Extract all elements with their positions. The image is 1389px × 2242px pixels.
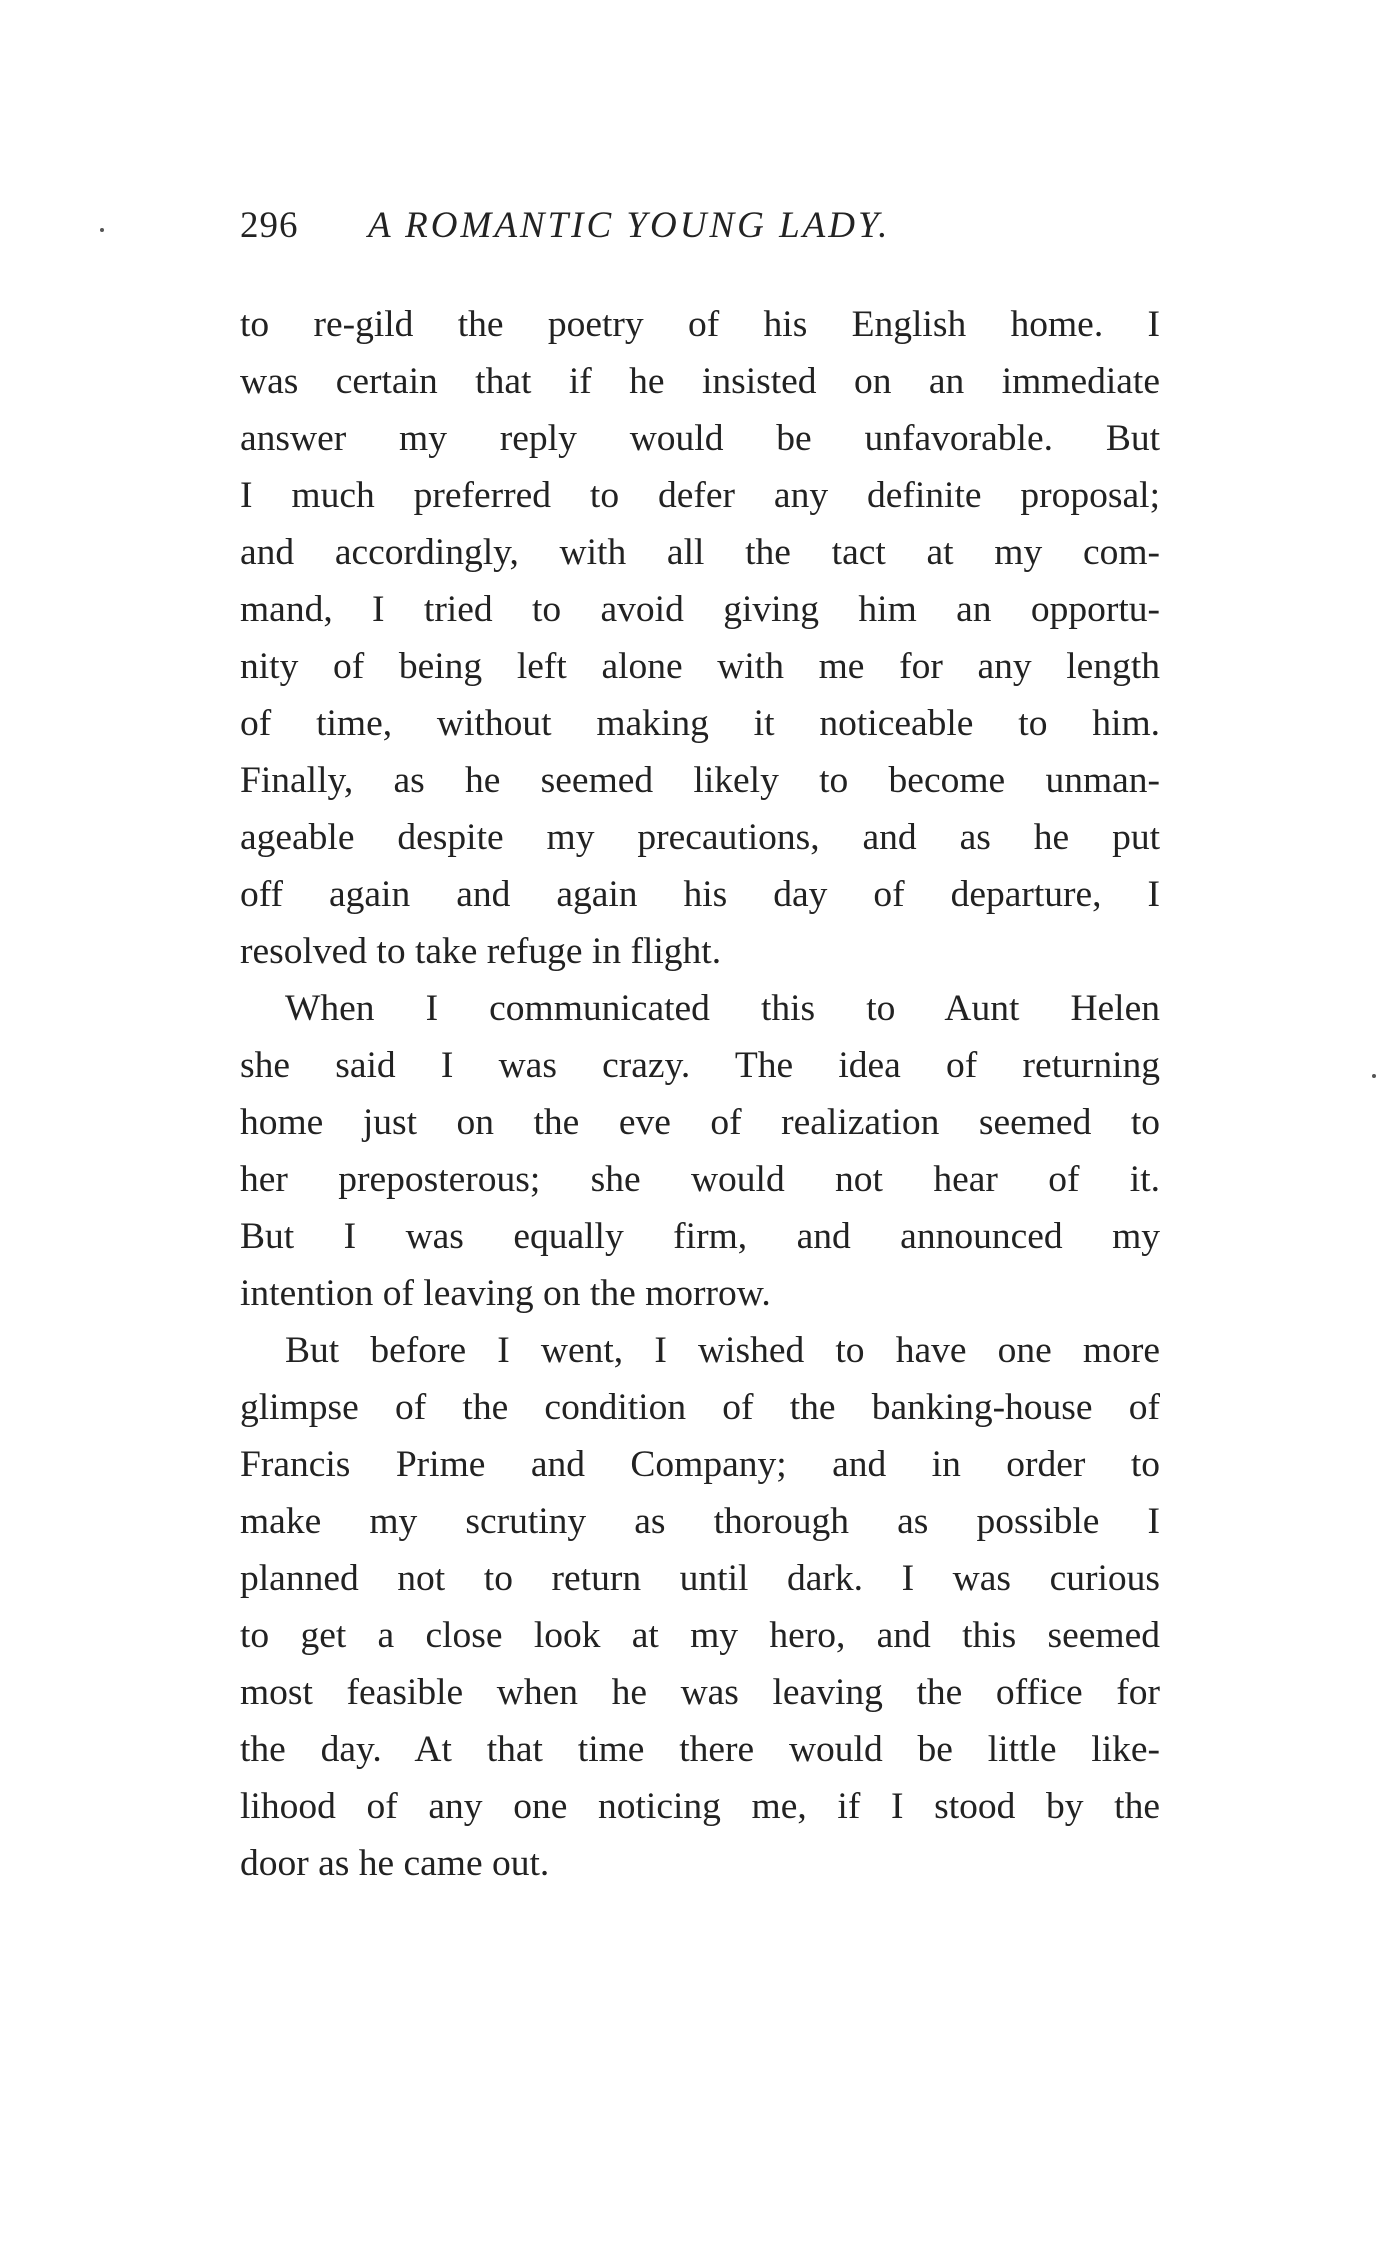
text-line: Finally, as he seemed likely to become unman- — [240, 760, 1160, 801]
text-line: When I communicated this to Aunt Helen — [285, 988, 1160, 1029]
text-line: answer my reply would be unfavorable. But — [240, 418, 1160, 459]
paragraph — [240, 980, 1160, 1322]
text-line: nity of being left alone with me for any length — [240, 646, 1160, 687]
text-line: planned not to return until dark. I was curious — [240, 1558, 1160, 1599]
running-title: A ROMANTIC YOUNG LADY. — [368, 205, 891, 246]
text-line: mand, I tried to avoid giving him an opportu- — [240, 589, 1160, 630]
margin-speck — [1372, 1074, 1376, 1078]
text-line: home just on the eve of realization seemed to — [240, 1102, 1160, 1143]
text-line: off again and again his day of departure, I — [240, 874, 1160, 915]
body-text — [240, 296, 1160, 1892]
text-line: her preposterous; she would not hear of it. — [240, 1159, 1160, 1200]
margin-speck — [100, 228, 104, 232]
text-line: most feasible when he was leaving the office for — [240, 1672, 1160, 1713]
text-line: door as he came out. — [240, 1843, 550, 1884]
text-line: I much preferred to defer any definite proposal; — [240, 475, 1160, 516]
text-line: to get a close look at my hero, and this seemed — [240, 1615, 1160, 1656]
text-line: But before I went, I wished to have one more — [285, 1330, 1160, 1371]
paragraph — [240, 296, 1160, 980]
text-line: intention of leaving on the morrow. — [240, 1273, 771, 1314]
text-line: make my scrutiny as thorough as possible I — [240, 1501, 1160, 1542]
text-line: and accordingly, with all the tact at my com- — [240, 532, 1160, 573]
text-line: But I was equally firm, and announced my — [240, 1216, 1160, 1257]
text-line: glimpse of the condition of the banking-house of — [240, 1387, 1160, 1428]
text-line: of time, without making it noticeable to him. — [240, 703, 1160, 744]
text-line: the day. At that time there would be little like- — [240, 1729, 1160, 1770]
text-line: to re-gild the poetry of his English home. I — [240, 304, 1160, 345]
text-line: ageable despite my precautions, and as he put — [240, 817, 1160, 858]
text-line: Francis Prime and Company; and in order to — [240, 1444, 1160, 1485]
running-header — [240, 204, 1170, 256]
page-number: 296 — [240, 205, 299, 246]
text-line: resolved to take refuge in flight. — [240, 931, 722, 972]
paragraph — [240, 1322, 1160, 1892]
text-line: lihood of any one noticing me, if I stood by the — [240, 1786, 1160, 1827]
text-line: she said I was crazy. The idea of returning — [240, 1045, 1160, 1086]
text-line: was certain that if he insisted on an immediate — [240, 361, 1160, 402]
